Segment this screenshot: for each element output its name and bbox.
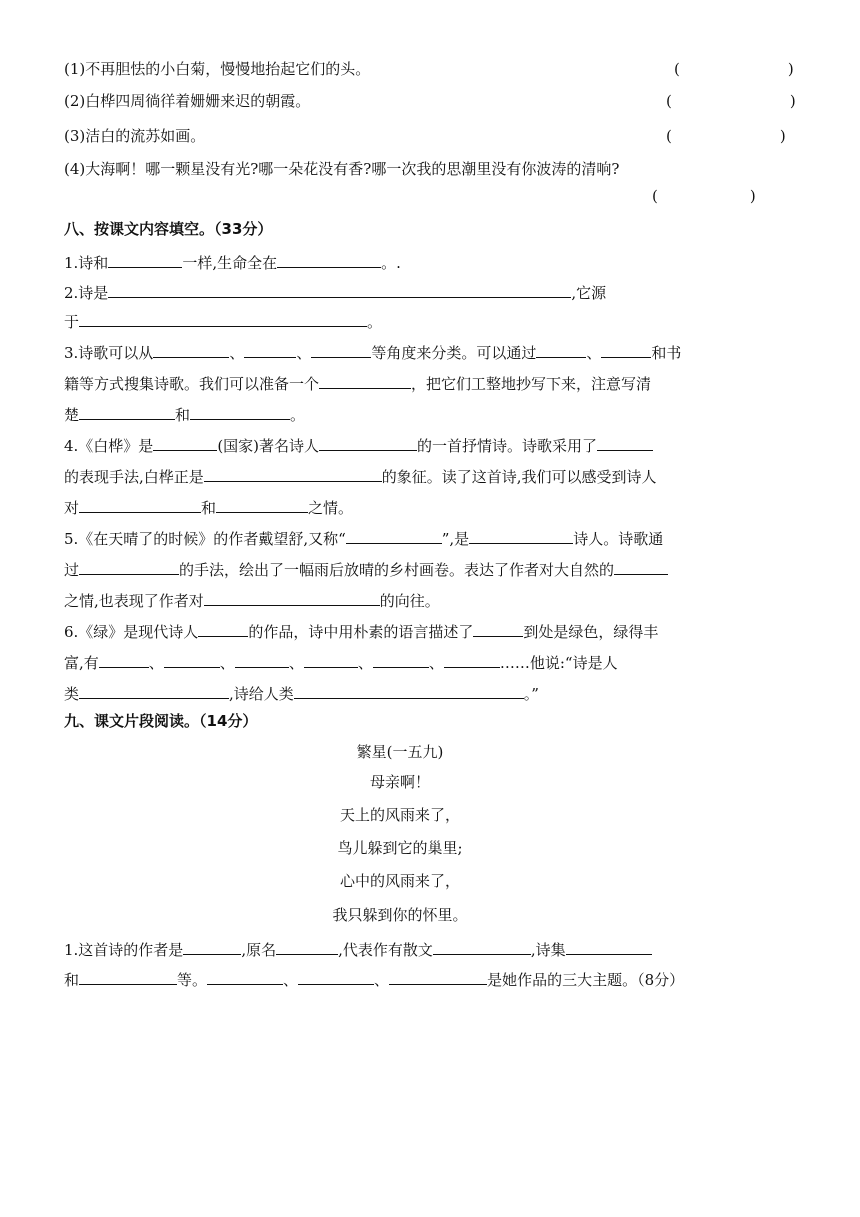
blank[interactable] — [276, 939, 338, 955]
q8-5-cont: 过 的手法，绘出了一幅雨后放晴的乡村画卷。表达了作者对大自然的 — [64, 559, 668, 580]
blank[interactable] — [536, 342, 586, 358]
poem-title: 繁星(一五九) — [356, 743, 444, 761]
q8-3: 3.诗歌可以从 、 、 等角度来分类。可以通过 、 和书 — [64, 344, 682, 362]
q8-5: 5.《在天晴了的时候》的作者戴望舒,又称“ ”,是 诗人。诗歌通 — [64, 530, 664, 548]
blank[interactable] — [346, 528, 442, 544]
section-9-title: 九、课文片段阅读。（14分） — [64, 712, 258, 730]
blank[interactable] — [153, 342, 229, 358]
blank[interactable] — [601, 342, 651, 358]
blank[interactable] — [153, 435, 217, 451]
poem-line: 鸟儿躲到它的巢里; — [337, 839, 463, 857]
blank[interactable] — [235, 652, 289, 668]
poem-line: 心中的风雨来了， — [339, 872, 460, 890]
q8-2-cont: 于 。 — [64, 313, 383, 331]
blank[interactable] — [183, 939, 241, 955]
item-2: (2)白桦四周徜徉着姗姗来迟的朝霞。 — [64, 92, 311, 110]
q8-4-cont: 的表现手法,白桦正是 的象征。读了这首诗,我们可以感受到诗人 — [64, 468, 657, 486]
paren-2: ( ) — [666, 92, 796, 110]
poem-line: 母亲啊！ — [369, 773, 430, 791]
q8-2: 2.诗是 ,它源 — [64, 284, 607, 302]
blank[interactable] — [614, 559, 668, 575]
blank[interactable] — [244, 342, 296, 358]
blank[interactable] — [108, 282, 571, 298]
blank[interactable] — [198, 621, 248, 637]
blank[interactable] — [207, 969, 283, 985]
q9-1-cont: 和 等。 、 、 是她作品的三大主题。（8分） — [64, 971, 685, 989]
blank[interactable] — [566, 939, 652, 955]
q8-4: 4.《白桦》是 (国家)著名诗人 的一首抒情诗。诗歌采用了 — [64, 435, 653, 456]
blank[interactable] — [204, 590, 380, 606]
blank[interactable] — [319, 373, 411, 389]
blank[interactable] — [190, 404, 290, 420]
blank[interactable] — [311, 342, 371, 358]
q8-6-cont2: 类 ,诗给人类 。” — [64, 685, 539, 703]
blank[interactable] — [79, 497, 201, 513]
paren-3: ( ) — [666, 127, 786, 145]
blank[interactable] — [79, 683, 229, 699]
blank[interactable] — [99, 652, 149, 668]
blank[interactable] — [304, 652, 358, 668]
paren-1: ( ) — [674, 60, 794, 78]
blank[interactable] — [79, 404, 175, 420]
blank[interactable] — [277, 252, 381, 268]
q8-6: 6.《绿》是现代诗人 的作品，诗中用朴素的语言描述了 到处是绿色，绿得丰 — [64, 623, 659, 641]
blank[interactable] — [204, 466, 382, 482]
poem-line: 天上的风雨来了， — [339, 806, 460, 824]
item-3: (3)洁白的流苏如画。 — [64, 127, 206, 145]
q8-4-cont2: 对 和 之情。 — [64, 499, 354, 517]
section-8-title: 八、按课文内容填空。（33分） — [64, 220, 273, 238]
item-4: (4)大海啊！哪一颗星没有光?哪一朵花没有香?哪一次我的思潮里没有你波涛的清响? — [64, 160, 620, 178]
blank[interactable] — [389, 969, 487, 985]
blank[interactable] — [433, 939, 531, 955]
q8-3-cont: 籍等方式搜集诗歌。我们可以准备一个 ，把它们工整地抄写下来，注意写清 — [64, 375, 652, 393]
blank[interactable] — [294, 683, 524, 699]
item-1: (1)不再胆怯的小白菊，慢慢地抬起它们的头。 — [64, 60, 371, 78]
blank[interactable] — [108, 252, 182, 268]
q8-5-cont2: 之情,也表现了作者对 的向往。 — [64, 592, 440, 610]
q8-6-cont: 富,有 、 、 、 、 、 ……他说:“诗是人 — [64, 654, 618, 672]
blank[interactable] — [444, 652, 500, 668]
blank[interactable] — [216, 497, 308, 513]
blank[interactable] — [164, 652, 220, 668]
poem-line: 我只躲到你的怀里。 — [332, 906, 468, 924]
q8-1: 1.诗和 一样,生命全在 。. — [64, 254, 401, 272]
blank[interactable] — [469, 528, 573, 544]
paren-4: ( ) — [652, 187, 756, 205]
blank[interactable] — [298, 969, 374, 985]
blank[interactable] — [373, 652, 429, 668]
blank[interactable] — [79, 311, 367, 327]
q9-1: 1.这首诗的作者是 ,原名 ,代表作有散文 ,诗集 — [64, 939, 652, 960]
blank[interactable] — [79, 559, 179, 575]
q8-3-cont2: 楚 和 。 — [64, 406, 306, 424]
blank[interactable] — [473, 621, 523, 637]
blank[interactable] — [79, 969, 177, 985]
blank[interactable] — [319, 435, 417, 451]
blank[interactable] — [597, 435, 653, 451]
